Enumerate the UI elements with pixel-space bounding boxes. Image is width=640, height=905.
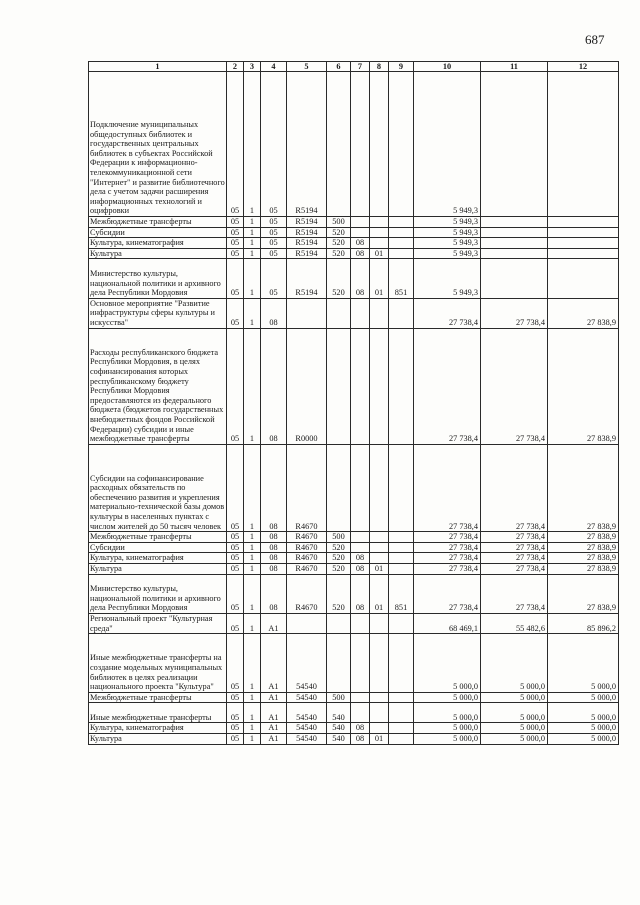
code-cell: 05 — [227, 553, 244, 564]
row-label: Региональный проект "Культурная среда" — [89, 613, 227, 633]
amount-cell: 27 738,4 — [414, 328, 481, 444]
row-label: Субсидии на софинансирование расходных обязательств по обеспечению развития и укрепления материально-технической базы домов культуры в населенных пунктах с числом жителей до 50 тысяч человек — [89, 444, 227, 531]
code-cell — [370, 227, 389, 238]
code-cell: 08 — [261, 553, 287, 564]
row-label: Культура, кинематография — [89, 238, 227, 249]
code-cell — [389, 532, 414, 543]
column-header-8: 8 — [370, 62, 389, 72]
code-cell: R5194 — [287, 72, 327, 217]
table-row — [89, 444, 619, 531]
code-cell — [389, 734, 414, 745]
code-cell — [389, 298, 414, 328]
code-cell — [351, 217, 370, 228]
column-header-10: 10 — [414, 62, 481, 72]
code-cell: 1 — [244, 734, 261, 745]
amount-cell — [481, 259, 548, 298]
code-cell — [389, 227, 414, 238]
code-cell: 05 — [227, 613, 244, 633]
code-cell: 05 — [227, 227, 244, 238]
column-header-3: 3 — [244, 62, 261, 72]
amount-cell: 68 469,1 — [414, 613, 481, 633]
amount-cell: 27 838,9 — [548, 328, 619, 444]
table-row — [89, 328, 619, 444]
code-cell — [370, 723, 389, 734]
code-cell: R0000 — [287, 328, 327, 444]
code-cell: 01 — [370, 259, 389, 298]
code-cell: 520 — [327, 227, 351, 238]
column-header-5: 5 — [287, 62, 327, 72]
code-cell: 1 — [244, 72, 261, 217]
amount-cell: 27 738,4 — [414, 574, 481, 613]
code-cell: 1 — [244, 328, 261, 444]
column-header-4: 4 — [261, 62, 287, 72]
code-cell: 05 — [227, 72, 244, 217]
code-cell: 54540 — [287, 734, 327, 745]
table-row — [89, 227, 619, 238]
row-label: Межбюджетные трансферты — [89, 532, 227, 543]
code-cell: 01 — [370, 574, 389, 613]
code-cell: 520 — [327, 553, 351, 564]
amount-cell: 27 838,9 — [548, 444, 619, 531]
code-cell: 05 — [227, 734, 244, 745]
table-row — [89, 248, 619, 259]
code-cell: 1 — [244, 613, 261, 633]
code-cell — [327, 298, 351, 328]
code-cell: 54540 — [287, 634, 327, 693]
table-row — [89, 542, 619, 553]
table-row — [89, 532, 619, 543]
code-cell: R5194 — [287, 238, 327, 249]
code-cell — [351, 444, 370, 531]
amount-cell: 27 738,4 — [481, 563, 548, 574]
code-cell: 05 — [227, 692, 244, 703]
table-header-row — [89, 62, 619, 72]
row-label: Министерство культуры, национальной политики и архивного дела Республики Мордовия — [89, 259, 227, 298]
amount-cell: 27 738,4 — [414, 298, 481, 328]
amount-cell: 5 949,3 — [414, 248, 481, 259]
amount-cell: 27 738,4 — [481, 553, 548, 564]
code-cell — [327, 444, 351, 531]
code-cell — [370, 613, 389, 633]
code-cell — [327, 634, 351, 693]
amount-cell: 27 738,4 — [414, 542, 481, 553]
code-cell: 520 — [327, 574, 351, 613]
amount-cell: 5 000,0 — [548, 734, 619, 745]
code-cell: 1 — [244, 532, 261, 543]
code-cell — [351, 72, 370, 217]
code-cell — [389, 444, 414, 531]
code-cell: 08 — [261, 574, 287, 613]
code-cell — [327, 72, 351, 217]
code-cell — [370, 444, 389, 531]
code-cell: 05 — [227, 259, 244, 298]
amount-cell: 27 738,4 — [481, 574, 548, 613]
code-cell: 1 — [244, 574, 261, 613]
code-cell: 05 — [261, 72, 287, 217]
code-cell — [351, 532, 370, 543]
code-cell: R4670 — [287, 574, 327, 613]
code-cell: 01 — [370, 734, 389, 745]
amount-cell: 5 949,3 — [414, 227, 481, 238]
column-header-6: 6 — [327, 62, 351, 72]
table-row — [89, 703, 619, 723]
amount-cell: 55 482,6 — [481, 613, 548, 633]
row-label: Межбюджетные трансферты — [89, 217, 227, 228]
amount-cell: 27 738,4 — [481, 532, 548, 543]
amount-cell — [481, 227, 548, 238]
code-cell: 08 — [351, 574, 370, 613]
amount-cell — [548, 238, 619, 249]
code-cell: 851 — [389, 259, 414, 298]
code-cell: 540 — [327, 723, 351, 734]
row-label: Межбюджетные трансферты — [89, 692, 227, 703]
row-label: Культура, кинематография — [89, 553, 227, 564]
amount-cell: 27 838,9 — [548, 542, 619, 553]
code-cell: 08 — [261, 444, 287, 531]
code-cell — [370, 217, 389, 228]
code-cell: 05 — [227, 238, 244, 249]
amount-cell — [548, 217, 619, 228]
code-cell: 1 — [244, 248, 261, 259]
amount-cell: 85 896,2 — [548, 613, 619, 633]
code-cell: 540 — [327, 703, 351, 723]
code-cell: 1 — [244, 563, 261, 574]
code-cell — [327, 613, 351, 633]
code-cell: 05 — [227, 574, 244, 613]
code-cell — [389, 703, 414, 723]
table-row — [89, 574, 619, 613]
code-cell: 05 — [227, 703, 244, 723]
row-label: Культура, кинематография — [89, 723, 227, 734]
code-cell — [351, 298, 370, 328]
row-label: Субсидии — [89, 227, 227, 238]
code-cell: R4670 — [287, 444, 327, 531]
table-row — [89, 692, 619, 703]
budget-table — [88, 61, 619, 745]
code-cell: 08 — [261, 532, 287, 543]
code-cell: 05 — [261, 259, 287, 298]
table-row — [89, 553, 619, 564]
code-cell: 05 — [227, 217, 244, 228]
column-header-9: 9 — [389, 62, 414, 72]
code-cell — [389, 723, 414, 734]
code-cell: 1 — [244, 553, 261, 564]
amount-cell: 27 738,4 — [481, 328, 548, 444]
amount-cell: 27 838,9 — [548, 532, 619, 543]
code-cell: 520 — [327, 542, 351, 553]
code-cell — [389, 692, 414, 703]
code-cell — [370, 553, 389, 564]
code-cell — [351, 542, 370, 553]
code-cell: 520 — [327, 248, 351, 259]
code-cell: 05 — [227, 248, 244, 259]
amount-cell — [548, 248, 619, 259]
code-cell: 05 — [261, 217, 287, 228]
code-cell: 08 — [351, 734, 370, 745]
page-number: 687 — [585, 32, 605, 47]
code-cell — [389, 553, 414, 564]
code-cell: 05 — [227, 444, 244, 531]
code-cell: 1 — [244, 692, 261, 703]
amount-cell: 5 000,0 — [414, 723, 481, 734]
code-cell — [389, 542, 414, 553]
amount-cell — [481, 248, 548, 259]
code-cell: A1 — [261, 692, 287, 703]
amount-cell: 5 000,0 — [481, 703, 548, 723]
code-cell — [370, 692, 389, 703]
code-cell: 500 — [327, 217, 351, 228]
code-cell: R5194 — [287, 227, 327, 238]
code-cell — [370, 634, 389, 693]
code-cell — [370, 532, 389, 543]
amount-cell: 5 000,0 — [414, 734, 481, 745]
amount-cell: 5 949,3 — [414, 72, 481, 217]
code-cell: 1 — [244, 227, 261, 238]
code-cell: 1 — [244, 634, 261, 693]
code-cell: 08 — [261, 542, 287, 553]
code-cell: R5194 — [287, 217, 327, 228]
code-cell — [389, 563, 414, 574]
amount-cell — [481, 217, 548, 228]
code-cell — [351, 613, 370, 633]
code-cell: 1 — [244, 444, 261, 531]
code-cell: 05 — [261, 227, 287, 238]
code-cell — [389, 248, 414, 259]
code-cell: 1 — [244, 238, 261, 249]
row-label: Культура — [89, 734, 227, 745]
amount-cell: 27 738,4 — [414, 563, 481, 574]
code-cell: A1 — [261, 634, 287, 693]
code-cell — [370, 238, 389, 249]
row-label: Министерство культуры, национальной политики и архивного дела Республики Мордовия — [89, 574, 227, 613]
amount-cell — [548, 227, 619, 238]
code-cell: R5194 — [287, 259, 327, 298]
code-cell: 05 — [227, 542, 244, 553]
code-cell — [370, 703, 389, 723]
code-cell: 08 — [351, 563, 370, 574]
code-cell — [351, 703, 370, 723]
code-cell — [370, 328, 389, 444]
code-cell: 520 — [327, 259, 351, 298]
table-row — [89, 298, 619, 328]
table-row — [89, 613, 619, 633]
code-cell: 54540 — [287, 703, 327, 723]
code-cell: R4670 — [287, 542, 327, 553]
amount-cell — [481, 72, 548, 217]
code-cell: 05 — [227, 298, 244, 328]
column-header-7: 7 — [351, 62, 370, 72]
table-body — [89, 72, 619, 745]
table-row — [89, 238, 619, 249]
amount-cell: 5 000,0 — [414, 634, 481, 693]
amount-cell: 5 000,0 — [414, 692, 481, 703]
amount-cell: 5 000,0 — [481, 634, 548, 693]
code-cell — [351, 634, 370, 693]
amount-cell: 5 000,0 — [481, 723, 548, 734]
table-row — [89, 723, 619, 734]
code-cell — [389, 634, 414, 693]
amount-cell — [481, 238, 548, 249]
amount-cell: 27 738,4 — [414, 553, 481, 564]
code-cell: 08 — [351, 553, 370, 564]
code-cell: 08 — [261, 328, 287, 444]
code-cell: 05 — [227, 723, 244, 734]
code-cell: A1 — [261, 613, 287, 633]
amount-cell — [548, 72, 619, 217]
code-cell — [370, 542, 389, 553]
code-cell: 1 — [244, 298, 261, 328]
table-row — [89, 72, 619, 217]
amount-cell: 5 000,0 — [548, 723, 619, 734]
code-cell — [351, 328, 370, 444]
amount-cell: 27 738,4 — [414, 444, 481, 531]
amount-cell: 27 738,4 — [481, 444, 548, 531]
code-cell: 540 — [327, 734, 351, 745]
code-cell: 1 — [244, 703, 261, 723]
row-label: Основное мероприятие "Развитие инфраструктуры сферы культуры и искусства" — [89, 298, 227, 328]
row-label: Подключение муниципальных общедоступных библиотек и государственных центральных библиотек в субъектах Российской Федерации к информационно-телекоммуникационной сети "Интернет" и развитие библиотечного дела с учетом задачи расширения информационных технологий и оцифровки — [89, 72, 227, 217]
code-cell: 05 — [261, 248, 287, 259]
code-cell: 520 — [327, 238, 351, 249]
code-cell — [327, 328, 351, 444]
code-cell: A1 — [261, 703, 287, 723]
code-cell: 500 — [327, 692, 351, 703]
code-cell: 851 — [389, 574, 414, 613]
code-cell — [287, 298, 327, 328]
code-cell: 520 — [327, 563, 351, 574]
code-cell — [351, 227, 370, 238]
row-label: Субсидии — [89, 542, 227, 553]
row-label: Расходы республиканского бюджета Республики Мордовия, в целях софинансирования которых республиканскому бюджету Республики Мордовия предоставляются из федерального бюджета (бюджетов государственных внебюджетных фондов Российской Федерации) субсидии и иные межбюджетные трансферты — [89, 328, 227, 444]
code-cell — [389, 613, 414, 633]
table-row — [89, 217, 619, 228]
amount-cell: 5 000,0 — [548, 634, 619, 693]
code-cell: 01 — [370, 563, 389, 574]
table-row — [89, 563, 619, 574]
code-cell: 08 — [351, 238, 370, 249]
code-cell: 08 — [351, 259, 370, 298]
amount-cell: 5 000,0 — [481, 734, 548, 745]
code-cell: 08 — [261, 298, 287, 328]
code-cell: R4670 — [287, 563, 327, 574]
code-cell — [370, 298, 389, 328]
code-cell: A1 — [261, 734, 287, 745]
table-row — [89, 634, 619, 693]
column-header-1: 1 — [89, 62, 227, 72]
code-cell: 05 — [227, 328, 244, 444]
row-label: Иные межбюджетные трансферты на создание модельных муниципальных библиотек в целях реализации национального проекта "Культура" — [89, 634, 227, 693]
row-label: Культура — [89, 563, 227, 574]
code-cell — [389, 72, 414, 217]
table-row — [89, 259, 619, 298]
amount-cell: 27 738,4 — [414, 532, 481, 543]
amount-cell: 27 838,9 — [548, 574, 619, 613]
code-cell: 01 — [370, 248, 389, 259]
code-cell — [370, 72, 389, 217]
code-cell: 500 — [327, 532, 351, 543]
amount-cell — [548, 259, 619, 298]
amount-cell: 5 949,3 — [414, 259, 481, 298]
amount-cell: 27 738,4 — [481, 542, 548, 553]
amount-cell: 27 838,9 — [548, 298, 619, 328]
code-cell: 54540 — [287, 723, 327, 734]
code-cell: 08 — [261, 563, 287, 574]
code-cell — [389, 238, 414, 249]
table-row — [89, 734, 619, 745]
amount-cell: 27 838,9 — [548, 563, 619, 574]
code-cell: 05 — [261, 238, 287, 249]
row-label: Культура — [89, 248, 227, 259]
amount-cell: 27 738,4 — [481, 298, 548, 328]
code-cell: A1 — [261, 723, 287, 734]
amount-cell: 5 000,0 — [414, 703, 481, 723]
code-cell: 08 — [351, 248, 370, 259]
row-label: Иные межбюджетные трансферты — [89, 703, 227, 723]
code-cell: 05 — [227, 634, 244, 693]
column-header-12: 12 — [548, 62, 619, 72]
code-cell — [351, 692, 370, 703]
code-cell: 05 — [227, 563, 244, 574]
column-header-11: 11 — [481, 62, 548, 72]
code-cell: 1 — [244, 217, 261, 228]
amount-cell: 5 000,0 — [481, 692, 548, 703]
code-cell: R5194 — [287, 248, 327, 259]
code-cell — [389, 328, 414, 444]
amount-cell: 5 949,3 — [414, 217, 481, 228]
code-cell: 08 — [351, 723, 370, 734]
code-cell: 54540 — [287, 692, 327, 703]
amount-cell: 5 949,3 — [414, 238, 481, 249]
code-cell: 1 — [244, 259, 261, 298]
column-header-2: 2 — [227, 62, 244, 72]
amount-cell: 27 838,9 — [548, 553, 619, 564]
amount-cell: 5 000,0 — [548, 703, 619, 723]
code-cell: 1 — [244, 542, 261, 553]
code-cell — [389, 217, 414, 228]
code-cell: 05 — [227, 532, 244, 543]
code-cell: R4670 — [287, 532, 327, 543]
amount-cell: 5 000,0 — [548, 692, 619, 703]
code-cell: R4670 — [287, 553, 327, 564]
code-cell — [287, 613, 327, 633]
code-cell: 1 — [244, 723, 261, 734]
